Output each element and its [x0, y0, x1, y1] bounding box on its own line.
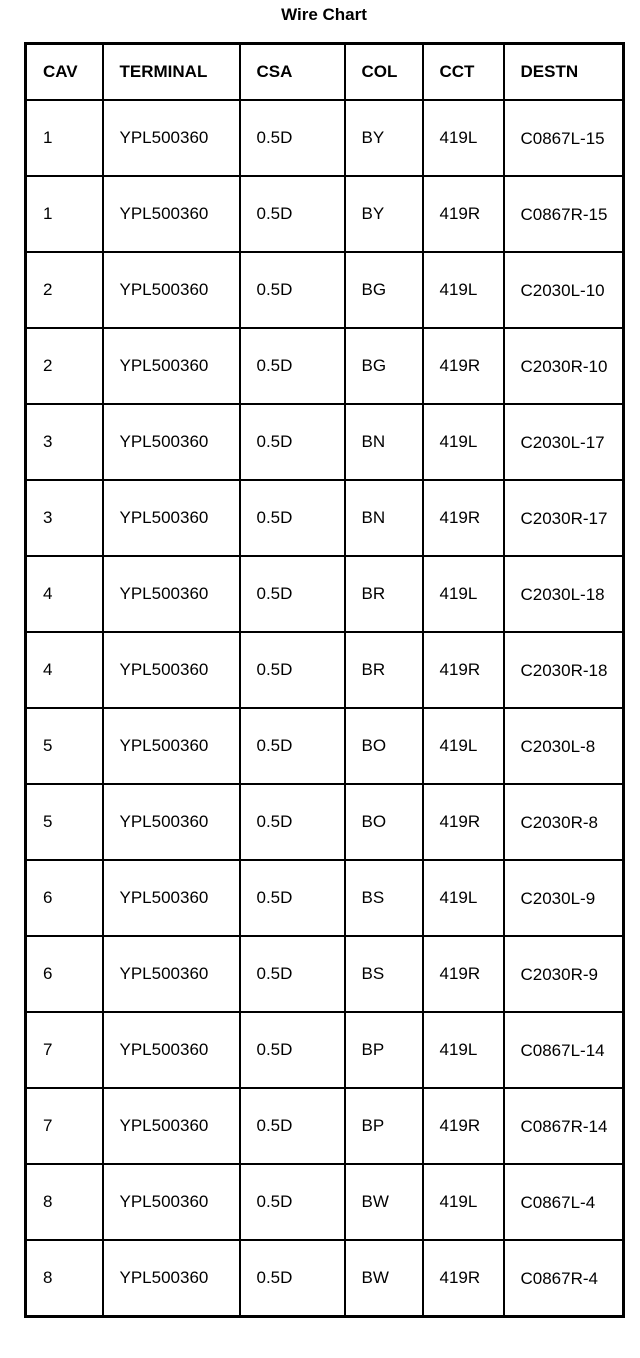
cell-col: BS [345, 860, 423, 936]
cell-cct: 419L [423, 100, 504, 176]
table-row [26, 100, 624, 176]
header-csa: CSA [240, 44, 345, 101]
cell-csa: 0.5D [240, 860, 345, 936]
header-cct: CCT [423, 44, 504, 101]
cell-cct: 419R [423, 784, 504, 860]
cell-cct: 419L [423, 860, 504, 936]
cell-cct: 419L [423, 404, 504, 480]
cell-destn: C2030L-17 [504, 404, 624, 480]
table-row [26, 1088, 624, 1164]
table-row [26, 328, 624, 404]
table-row [26, 860, 624, 936]
cell-col: BN [345, 404, 423, 480]
cell-col: BP [345, 1088, 423, 1164]
header-cav: CAV [26, 44, 103, 101]
cell-cav: 6 [26, 860, 103, 936]
cell-terminal: YPL500360 [103, 100, 240, 176]
cell-terminal: YPL500360 [103, 328, 240, 404]
table-row [26, 1164, 624, 1240]
cell-terminal: YPL500360 [103, 784, 240, 860]
cell-destn: C2030R-8 [504, 784, 624, 860]
cell-terminal: YPL500360 [103, 1088, 240, 1164]
cell-destn: C0867L-15 [504, 100, 624, 176]
cell-terminal: YPL500360 [103, 404, 240, 480]
cell-cav: 3 [26, 404, 103, 480]
cell-terminal: YPL500360 [103, 1012, 240, 1088]
cell-csa: 0.5D [240, 632, 345, 708]
cell-cct: 419R [423, 176, 504, 252]
header-col: COL [345, 44, 423, 101]
cell-destn: C2030L-9 [504, 860, 624, 936]
header-terminal: TERMINAL [103, 44, 240, 101]
cell-terminal: YPL500360 [103, 556, 240, 632]
table-body [26, 100, 624, 1317]
cell-csa: 0.5D [240, 404, 345, 480]
cell-terminal: YPL500360 [103, 860, 240, 936]
cell-col: BN [345, 480, 423, 556]
cell-csa: 0.5D [240, 784, 345, 860]
cell-col: BO [345, 784, 423, 860]
cell-col: BY [345, 100, 423, 176]
cell-csa: 0.5D [240, 936, 345, 1012]
cell-cct: 419R [423, 632, 504, 708]
cell-cav: 2 [26, 252, 103, 328]
chart-title: Wire Chart [281, 5, 367, 24]
cell-cav: 5 [26, 784, 103, 860]
cell-cct: 419R [423, 328, 504, 404]
cell-cav: 4 [26, 632, 103, 708]
table-row [26, 480, 624, 556]
cell-destn: C0867L-4 [504, 1164, 624, 1240]
cell-cav: 5 [26, 708, 103, 784]
cell-col: BR [345, 556, 423, 632]
header-destn: DESTN [504, 44, 624, 101]
table-row [26, 404, 624, 480]
cell-cct: 419R [423, 1240, 504, 1317]
cell-cav: 6 [26, 936, 103, 1012]
cell-csa: 0.5D [240, 1088, 345, 1164]
table-row [26, 252, 624, 328]
table-row [26, 708, 624, 784]
cell-destn: C2030L-10 [504, 252, 624, 328]
cell-csa: 0.5D [240, 1012, 345, 1088]
cell-terminal: YPL500360 [103, 1164, 240, 1240]
cell-col: BR [345, 632, 423, 708]
cell-cct: 419L [423, 708, 504, 784]
cell-csa: 0.5D [240, 1240, 345, 1317]
cell-cav: 4 [26, 556, 103, 632]
cell-cct: 419L [423, 556, 504, 632]
table-row [26, 784, 624, 860]
cell-destn: C0867L-14 [504, 1012, 624, 1088]
cell-terminal: YPL500360 [103, 252, 240, 328]
header-row [26, 44, 624, 101]
wire-chart-table [24, 42, 625, 1318]
cell-cav: 7 [26, 1012, 103, 1088]
cell-col: BG [345, 328, 423, 404]
cell-destn: C0867R-4 [504, 1240, 624, 1317]
cell-csa: 0.5D [240, 556, 345, 632]
cell-cct: 419L [423, 252, 504, 328]
cell-csa: 0.5D [240, 328, 345, 404]
cell-col: BS [345, 936, 423, 1012]
cell-destn: C2030R-9 [504, 936, 624, 1012]
cell-csa: 0.5D [240, 480, 345, 556]
cell-col: BO [345, 708, 423, 784]
cell-cct: 419L [423, 1164, 504, 1240]
table-row [26, 1012, 624, 1088]
cell-csa: 0.5D [240, 100, 345, 176]
cell-col: BY [345, 176, 423, 252]
table-row [26, 936, 624, 1012]
cell-col: BW [345, 1164, 423, 1240]
cell-cct: 419R [423, 936, 504, 1012]
table-row [26, 632, 624, 708]
cell-terminal: YPL500360 [103, 176, 240, 252]
cell-terminal: YPL500360 [103, 936, 240, 1012]
cell-destn: C2030L-18 [504, 556, 624, 632]
cell-cav: 7 [26, 1088, 103, 1164]
cell-cav: 1 [26, 176, 103, 252]
cell-destn: C0867R-14 [504, 1088, 624, 1164]
cell-terminal: YPL500360 [103, 708, 240, 784]
cell-destn: C2030L-8 [504, 708, 624, 784]
cell-destn: C2030R-10 [504, 328, 624, 404]
cell-cct: 419R [423, 480, 504, 556]
cell-cav: 3 [26, 480, 103, 556]
cell-cct: 419R [423, 1088, 504, 1164]
cell-csa: 0.5D [240, 176, 345, 252]
cell-terminal: YPL500360 [103, 1240, 240, 1317]
cell-destn: C0867R-15 [504, 176, 624, 252]
cell-csa: 0.5D [240, 1164, 345, 1240]
table-row [26, 176, 624, 252]
cell-cav: 1 [26, 100, 103, 176]
cell-terminal: YPL500360 [103, 632, 240, 708]
cell-col: BG [345, 252, 423, 328]
cell-col: BW [345, 1240, 423, 1317]
cell-terminal: YPL500360 [103, 480, 240, 556]
cell-col: BP [345, 1012, 423, 1088]
cell-destn: C2030R-18 [504, 632, 624, 708]
table-row [26, 1240, 624, 1317]
table-row [26, 556, 624, 632]
cell-cav: 8 [26, 1240, 103, 1317]
cell-cct: 419L [423, 1012, 504, 1088]
cell-cav: 2 [26, 328, 103, 404]
cell-csa: 0.5D [240, 708, 345, 784]
cell-csa: 0.5D [240, 252, 345, 328]
cell-cav: 8 [26, 1164, 103, 1240]
cell-destn: C2030R-17 [504, 480, 624, 556]
